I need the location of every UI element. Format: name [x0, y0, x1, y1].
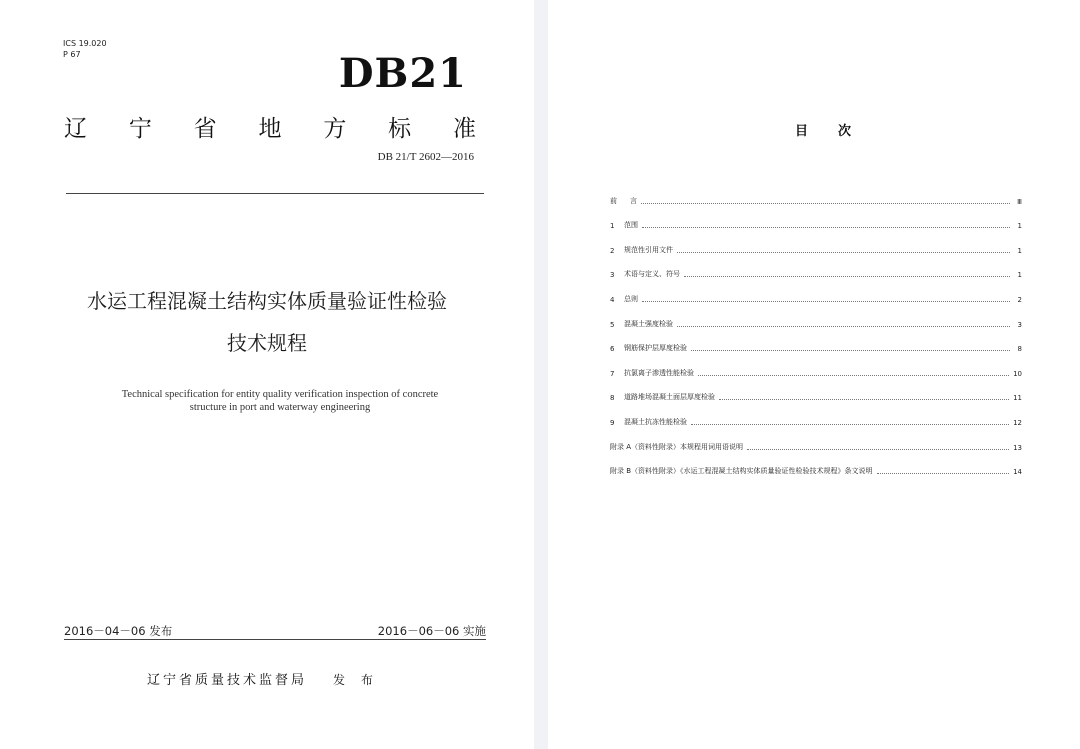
issuer-name: 辽宁省质量技术监督局 — [147, 673, 308, 688]
toc-entry-page: 1 — [1017, 222, 1022, 231]
toc-entry-number: 7 — [610, 369, 615, 378]
toc-entry-label: 混凝土强度检验 — [624, 319, 673, 328]
publish-date: 2016－04－06 发布 — [64, 624, 173, 638]
toc-dot-leader — [642, 227, 1010, 228]
toc-entry-page: 2 — [1017, 295, 1022, 304]
toc-entry[interactable] — [610, 329, 1022, 354]
toc-entry-page: 12 — [1013, 418, 1022, 427]
toc-entry[interactable] — [610, 402, 1022, 427]
page-gutter — [534, 0, 548, 749]
toc-entry-label: 总则 — [624, 294, 638, 303]
toc-entry-label: 附录 B（资料性附录）《水运工程混凝土结构实体质量验证性检验技术规程》条文说明 — [610, 467, 873, 476]
toc-entry[interactable] — [610, 378, 1022, 403]
ics-code: ICS 19.020 — [63, 39, 107, 48]
cover-page — [0, 0, 534, 749]
toc-entry-page: 11 — [1013, 394, 1022, 403]
toc-entry[interactable] — [610, 279, 1022, 304]
standard-name-char: 宁 — [128, 116, 152, 142]
toc-entry-page: 3 — [1017, 320, 1022, 329]
toc-dot-leader — [691, 350, 1010, 351]
standard-name-char: 方 — [323, 116, 347, 142]
toc-entry-label: 术语与定义、符号 — [624, 270, 680, 279]
toc-entry-label: 混凝土抗冻性能检验 — [624, 417, 687, 426]
toc-entry[interactable] — [610, 304, 1022, 329]
toc-entry[interactable] — [610, 181, 1022, 206]
toc-dot-leader — [641, 203, 1010, 204]
standard-name-char: 准 — [452, 116, 476, 142]
toc-page — [548, 0, 1080, 749]
toc-entry[interactable] — [610, 230, 1022, 255]
toc-entry-label: 附录 A（资料性附录）本规程用词用语说明 — [610, 442, 744, 451]
toc-entry-number: 2 — [610, 246, 615, 255]
toc-entry-number: 前 — [610, 196, 617, 205]
toc-entry[interactable] — [610, 452, 1022, 477]
toc-dot-leader — [698, 375, 1009, 376]
toc-entry-number: 5 — [610, 320, 615, 329]
issue-word: 发 布 — [333, 673, 379, 687]
toc-entry-page: 14 — [1013, 468, 1022, 477]
db21-logo: DB21 — [338, 50, 467, 97]
toc-entry-label: 规范性引用文件 — [624, 245, 673, 254]
toc-entry-label: 抗氯离子渗透性能检验 — [624, 368, 694, 377]
toc-dot-leader — [677, 326, 1010, 327]
toc-entry-label: 范围 — [624, 221, 638, 230]
toc-entry-number: 3 — [610, 271, 615, 280]
toc-entry-page: 13 — [1013, 443, 1022, 452]
top-divider — [66, 193, 484, 194]
bottom-divider — [64, 639, 486, 640]
toc-entry[interactable] — [610, 353, 1022, 378]
toc-entry-number: 4 — [610, 295, 615, 304]
toc-dot-leader — [691, 424, 1009, 425]
standard-name-char: 辽 — [64, 116, 87, 142]
standard-type-name — [64, 110, 476, 143]
standard-name-char: 地 — [258, 116, 282, 142]
issuer-line — [147, 669, 379, 688]
toc-dot-leader — [684, 276, 1010, 277]
implement-date: 2016－06－06 实施 — [377, 624, 486, 638]
standard-name-char: 标 — [388, 116, 412, 142]
toc-heading: 目次 — [794, 124, 881, 139]
title-en — [80, 388, 480, 414]
toc-entry-label: 言 — [630, 196, 637, 205]
toc-entry-label: 道路堆场混凝土面层厚度检验 — [624, 393, 715, 402]
standard-number: DB 21/T 2602—2016 — [377, 151, 474, 163]
toc-entry-number: 9 — [610, 418, 615, 427]
title-cn-line2: 技术规程 — [227, 331, 307, 355]
title-cn-line1: 水运工程混凝土结构实体质量验证性检验 — [87, 289, 447, 313]
standard-name-char: 省 — [193, 116, 217, 142]
toc-entry-number: 8 — [610, 394, 615, 403]
ics-block — [63, 38, 107, 60]
toc-entry-label: 钢筋保护层厚度检验 — [624, 344, 687, 353]
toc-entry-number: 1 — [610, 222, 615, 231]
toc-entry[interactable] — [610, 206, 1022, 231]
toc-entry-page: 10 — [1013, 369, 1022, 378]
toc-entry-page: 1 — [1017, 246, 1022, 255]
toc-entry[interactable] — [610, 255, 1022, 280]
toc-entry-page: Ⅲ — [1017, 197, 1022, 206]
toc-dot-leader — [877, 473, 1010, 474]
toc-dot-leader — [747, 449, 1009, 450]
toc-entry-number: 6 — [610, 345, 615, 354]
title-en-line2: structure in port and waterway engineering — [189, 402, 371, 413]
toc-list — [610, 181, 1022, 476]
toc-entry-page: 8 — [1017, 345, 1022, 354]
toc-dot-leader — [719, 399, 1009, 400]
toc-dot-leader — [677, 252, 1010, 253]
title-en-line1: Technical specification for entity quality verification inspection of concrete — [121, 389, 439, 400]
toc-entry-page: 1 — [1017, 271, 1022, 280]
toc-entry[interactable] — [610, 427, 1022, 452]
classification-code: P 67 — [63, 50, 81, 59]
toc-dot-leader — [642, 301, 1010, 302]
